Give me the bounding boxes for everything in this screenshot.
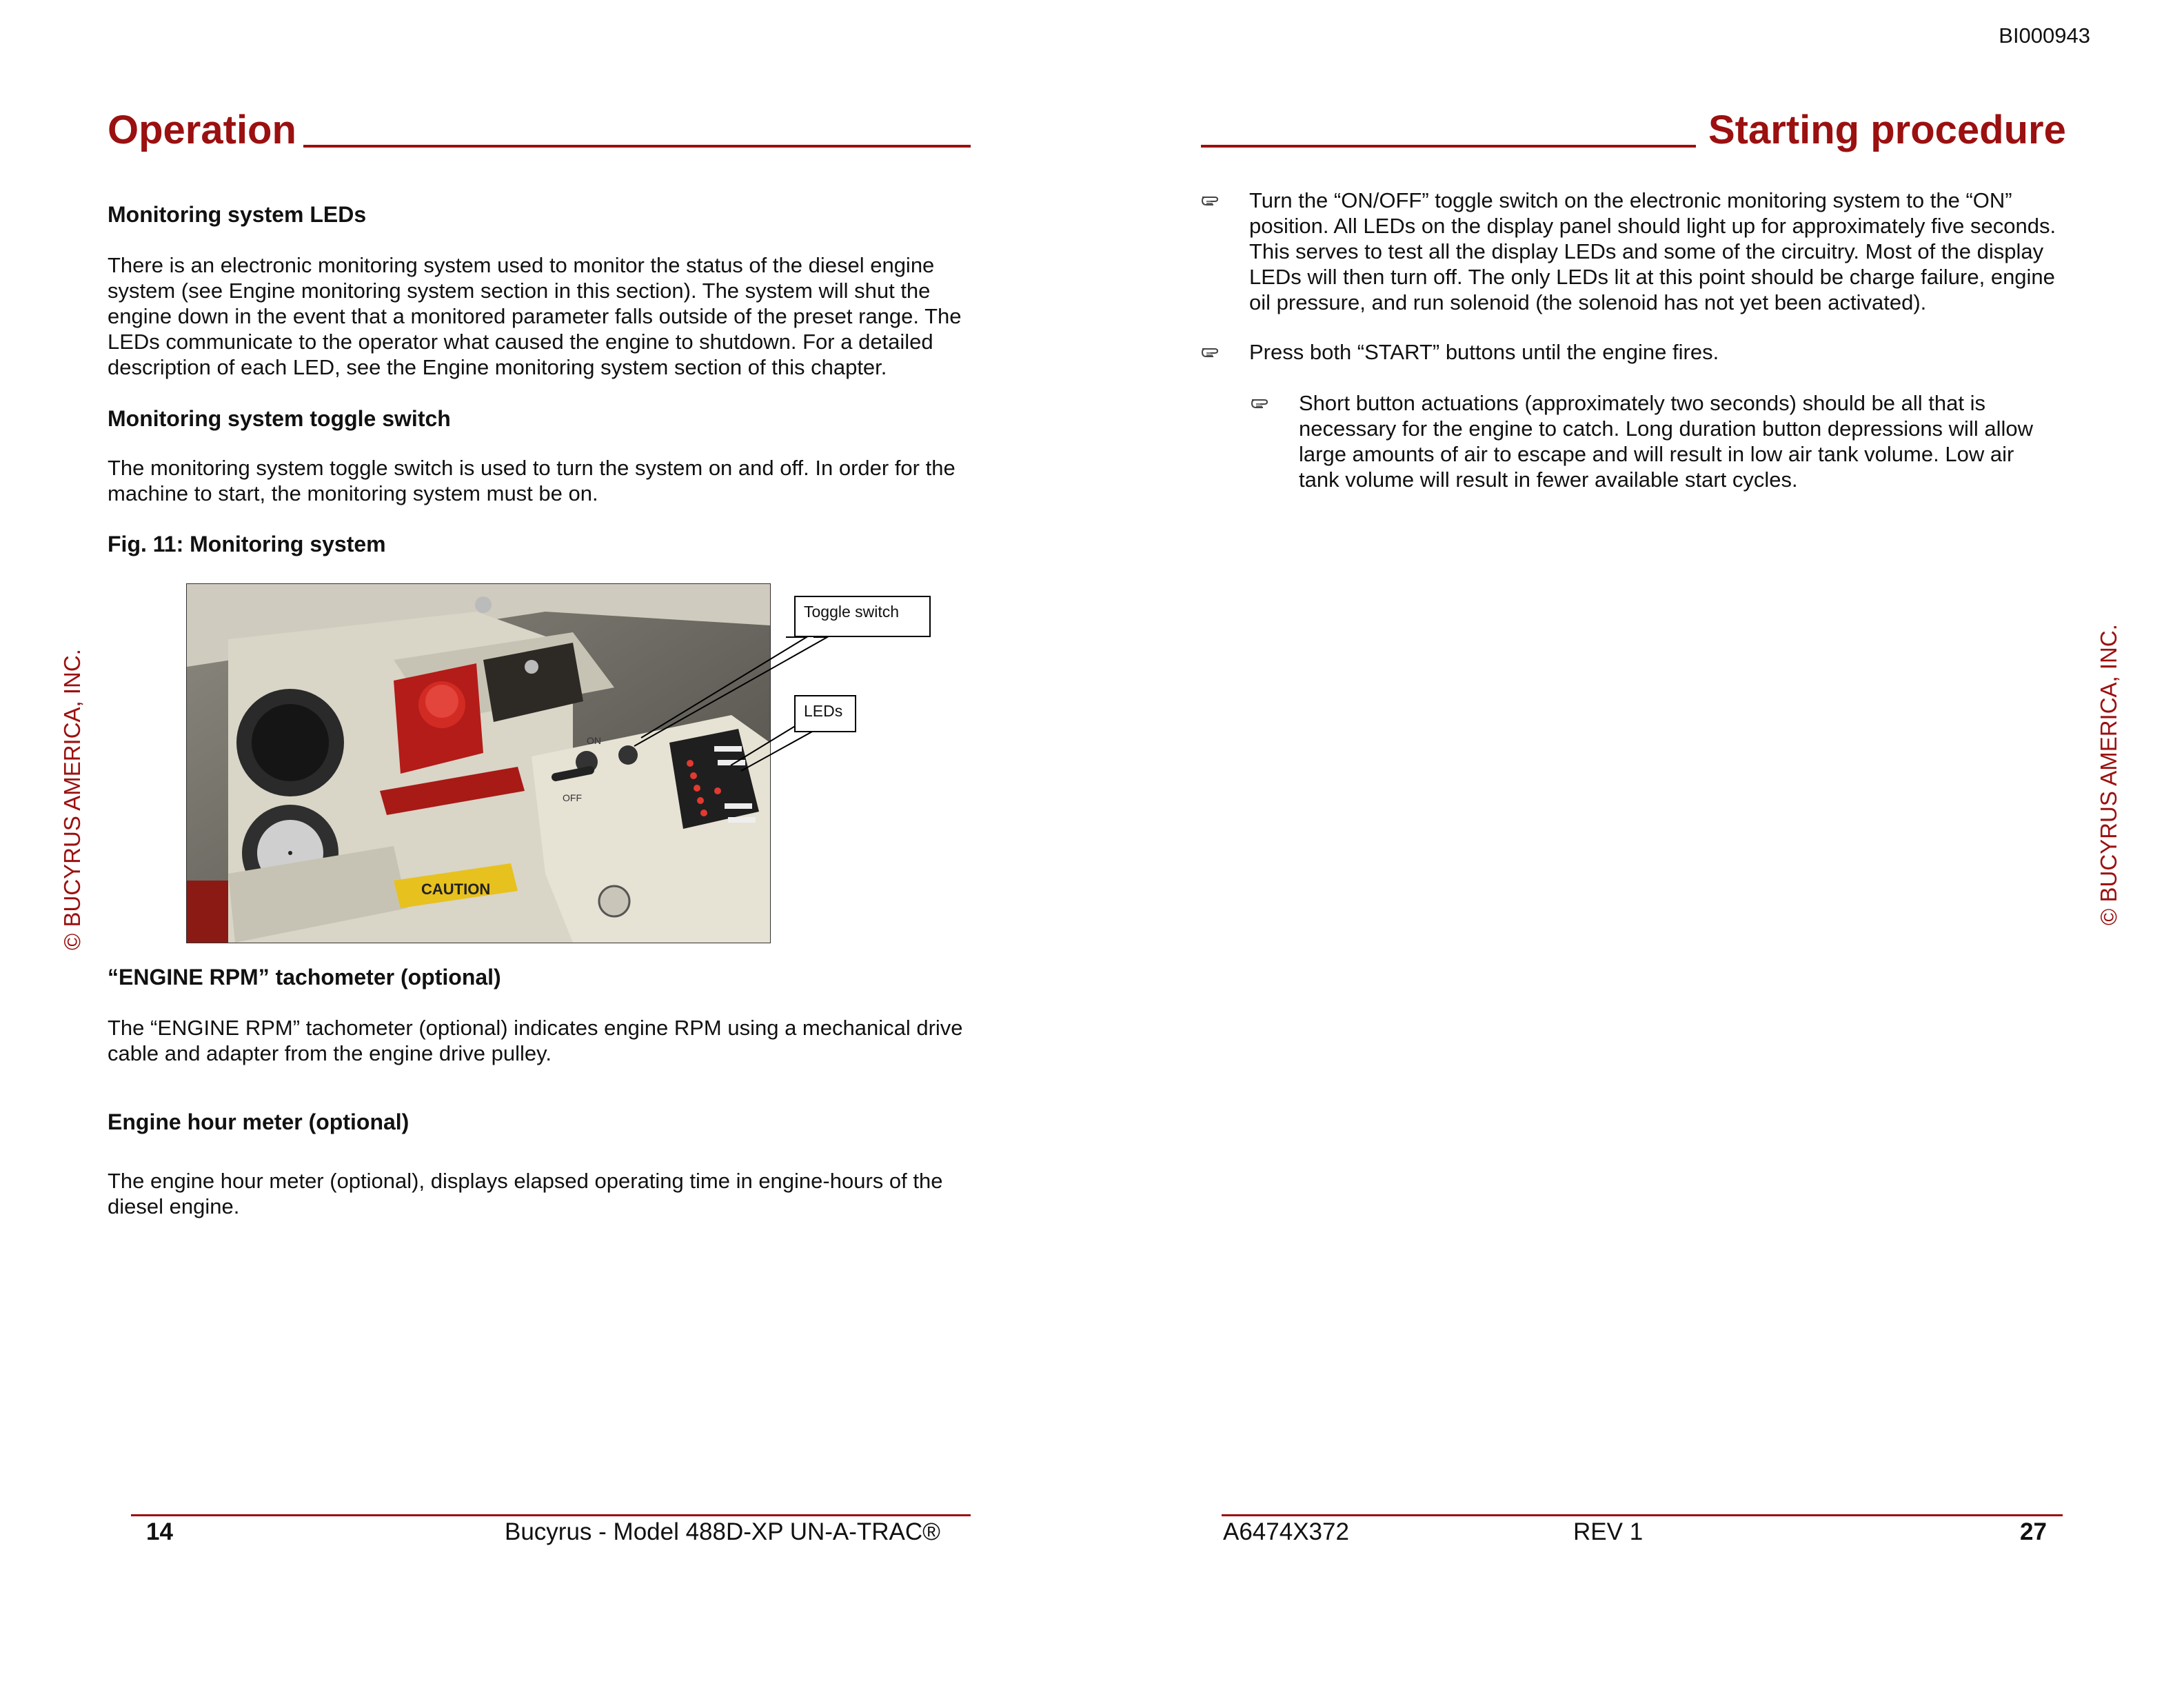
photo-off-label: OFF <box>563 792 582 803</box>
section-body-hour-meter: The engine hour meter (optional), displays elapsed operating time in engine-hours of the diesel engine. <box>108 1169 943 1218</box>
pointing-hand-icon <box>1201 193 1226 208</box>
section-title-toggle-switch: Monitoring system toggle switch <box>108 406 451 431</box>
document-id: BI000943 <box>1999 23 2090 48</box>
step-2 <box>1201 339 2070 365</box>
step-2-text: Press both “START” buttons until the engine fires. <box>1249 340 1719 364</box>
right-footer-revision: REV 1 <box>1573 1518 1644 1545</box>
section-title-monitoring-leds: Monitoring system LEDs <box>108 202 367 227</box>
left-copyright-vertical: © BUCYRUS AMERICA, INC. <box>59 649 85 950</box>
left-footer-rule <box>131 1514 971 1516</box>
figure-caption: Fig. 11: Monitoring system <box>108 532 386 556</box>
section-body-tachometer: The “ENGINE RPM” tachometer (optional) indicates engine RPM using a mechanical drive cable and adapter from the engine drive pulley. <box>108 1016 963 1065</box>
left-page-number: 14 <box>146 1518 173 1545</box>
right-page-number: 27 <box>2020 1518 2047 1545</box>
right-footer-doc-number: A6474X372 <box>1223 1518 1349 1545</box>
callout-toggle-switch: Toggle switch <box>794 596 931 637</box>
starting-procedure-heading-rule <box>1201 145 1696 148</box>
callout-leds: LEDs <box>794 695 856 732</box>
step-1 <box>1201 188 2070 315</box>
pointing-hand-icon <box>1201 345 1226 360</box>
photo-on-label: ON <box>587 735 601 746</box>
operation-heading-rule <box>303 145 971 148</box>
section-body-monitoring-leds: There is an electronic monitoring system used to monitor the status of the diesel engine system (see Engine monitoring system section in this section). The system will shut the engine down in the event that a monitored parameter falls outside of the preset range. The LEDs communicate to the operator what caused the engine to shutdown. For a detailed description of each LED, see the Engine monitoring system section of this chapter. <box>108 253 962 379</box>
pointing-hand-icon <box>1251 396 1275 411</box>
starting-procedure-heading: Starting procedure <box>1708 108 2066 152</box>
section-title-tachometer: “ENGINE RPM” tachometer (optional) <box>108 965 501 989</box>
step-1-text: Turn the “ON/OFF” toggle switch on the electronic monitoring system to the “ON” position. All LEDs on the display panel should light up for approximately five seconds. This serves to test all the display LEDs and some of the circuitry. Most of the display LEDs will then turn off. The only LEDs lit at this point should be charge failure, engine oil pressure, and run solenoid (the solenoid has not yet been activated). <box>1249 188 2056 314</box>
substep-1 <box>1251 390 2071 492</box>
section-body-toggle-switch: The monitoring system toggle switch is used to turn the system on and off. In order for the machine to start, the monitoring system must be on. <box>108 456 956 505</box>
left-footer-title: Bucyrus - Model 488D-XP UN-A-TRAC® <box>505 1518 940 1545</box>
operation-heading: Operation <box>108 108 296 152</box>
photo-caution-label: CAUTION <box>421 881 491 898</box>
right-footer-rule <box>1222 1514 2063 1516</box>
section-title-hour-meter: Engine hour meter (optional) <box>108 1109 410 1134</box>
substep-1-text: Short button actuations (approximately two seconds) should be all that is necessary for the engine to catch. Long duration button depressions will allow large amounts of air to escape and will result in low air tank volume. Low air tank volume will result in fewer available start cycles. <box>1299 391 2033 492</box>
right-copyright-vertical: © BUCYRUS AMERICA, INC. <box>2096 624 2121 925</box>
